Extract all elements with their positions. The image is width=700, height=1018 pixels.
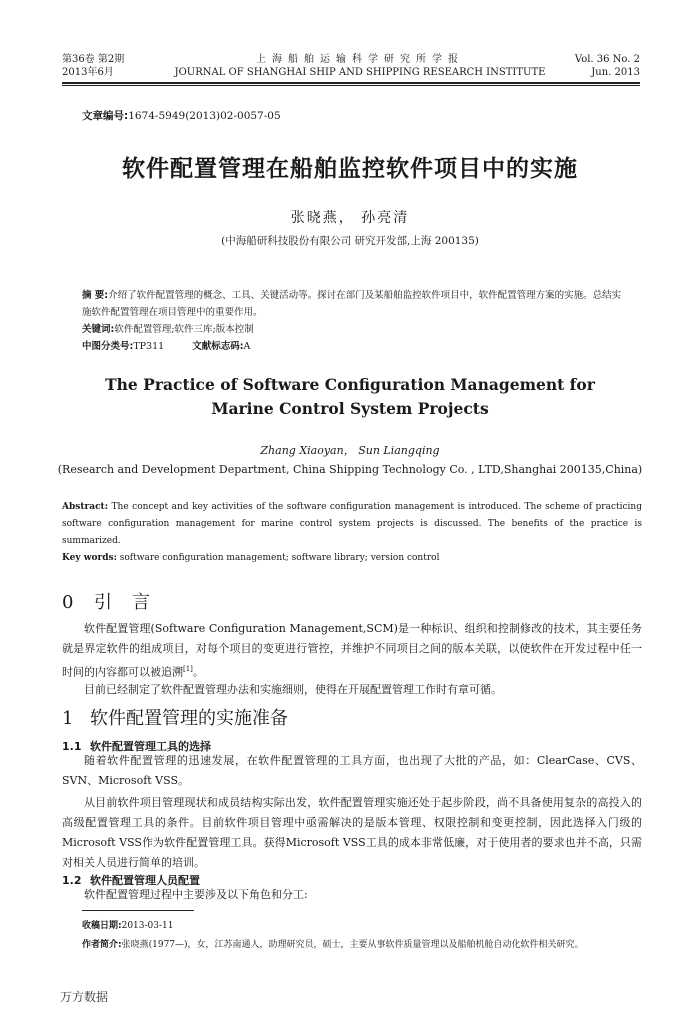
subsection-1-1-number: 1.1 xyxy=(62,740,82,753)
keywords-cn-label: 关键词: xyxy=(82,324,115,335)
bio-label: 作者简介: xyxy=(82,940,122,950)
paragraph-intro-1 xyxy=(62,619,642,683)
paragraph-intro-2: 目前已经制定了软件配置管理办法和实施细则，使得在开展配置管理工作时有章可循。 xyxy=(84,683,502,696)
affiliation-en: (Research and Development Department, China Shipping Technology Co. , LTD,Shanghai 200135,China) xyxy=(57,463,643,476)
article-number xyxy=(82,108,281,123)
keywords-en-label: Key words: xyxy=(62,553,117,563)
wanfang-watermark: 万方数据 xyxy=(60,990,109,1004)
journal-volume-info-en xyxy=(575,53,640,79)
publication-date-en: Jun. 2013 xyxy=(591,67,640,78)
publication-date: 2013年6月 xyxy=(62,67,114,78)
clc-value: TP311 xyxy=(133,341,165,352)
received-value: 2013-03-11 xyxy=(121,921,174,931)
subsection-1-2-title: 软件配置管理人员配置 xyxy=(90,874,200,887)
section-1-heading xyxy=(62,704,288,730)
keywords-cn xyxy=(82,321,622,338)
paper-title-cn: 软件配置管理在船舶监控软件项目中的实施 xyxy=(122,156,578,182)
article-number-value: 1674-5949(2013)02-0057-05 xyxy=(128,110,281,122)
abstract-cn xyxy=(82,287,622,355)
section-0-number: 0 xyxy=(62,592,74,613)
section-0-title: 引言 xyxy=(94,592,170,613)
abstract-cn-label: 摘 要: xyxy=(82,290,109,301)
paper-title-en-line1: The Practice of Software Configuration Management for xyxy=(105,375,595,394)
clc-label: 中图分类号: xyxy=(82,341,134,352)
subsection-1-2-number: 1.2 xyxy=(62,874,82,887)
abstract-en-body xyxy=(62,499,642,550)
paragraph-tools-1: 随着软件配置管理的迅速发展，在软件配置管理的工具方面，也出现了大批的产品，如：ClearCase、CVS、SVN、Microsoft VSS。 xyxy=(62,754,642,787)
footnote-author-bio xyxy=(82,938,642,952)
header-rule-thick xyxy=(62,82,640,84)
article-number-label: 文章编号: xyxy=(82,110,129,122)
citation-ref: [1] xyxy=(183,665,193,673)
authors-en: Zhang Xiaoyan， Sun Liangqing xyxy=(260,444,440,457)
footnote-received xyxy=(82,919,174,933)
doc-code-label: 文献标志码: xyxy=(192,341,244,352)
journal-volume-info xyxy=(62,53,124,79)
paper-title-en xyxy=(0,373,700,421)
keywords-en-text: software configuration management; software library; version control xyxy=(119,553,440,563)
paragraph-roles: 软件配置管理过程中主要涉及以下角色和分工: xyxy=(84,888,308,901)
doc-code-value: A xyxy=(243,341,251,352)
volume-issue-en: Vol. 36 No. 2 xyxy=(574,54,640,65)
abstract-cn-body xyxy=(82,287,622,321)
paper-title-en-line2: Marine Control System Projects xyxy=(211,399,489,418)
section-0-heading xyxy=(62,588,170,614)
paragraph-intro-1-end: 。 xyxy=(192,665,204,679)
header-rule-thin xyxy=(62,85,640,86)
paragraph-intro-1-text: 软件配置管理(Software Configuration Management,SCM)是一种标识、组织和控制修改的技术，其主要任务就是界定软件的组成项目，对每个项目的变更进行管控，并维护不同项目之间的版本关联，以使软件在开发过程中任一时间的内容都可以被追溯 xyxy=(62,622,642,679)
abstract-en-text: The concept and key activities of the software configuration management is introduced. The scheme of practicing software configuration management for marine control system projects is discussed. The benefits of the practice is summarized. xyxy=(62,502,642,546)
subsection-1-1-title: 软件配置管理工具的选择 xyxy=(90,740,211,753)
classification-cn xyxy=(82,338,622,355)
journal-name-cn: 上海船舶运输科学研究所学报 xyxy=(256,54,464,65)
section-1-number: 1 xyxy=(62,708,74,729)
paragraph-tools-2: 从目前软件项目管理现状和成员结构实际出发，软件配置管理实施还处于起步阶段，尚不具备使用复杂的高投入的高级配置管理工具的条件。目前软件项目管理中亟需解决的是版本管理、权限控制和变更控制，因此选择入门级的Microsoft VSS作为软件配置管理工具。获得Microsoft VSS工具的成本非常低廉，对于使用者的要求也并不高，只需对相关人员进行简单的培训。 xyxy=(62,796,642,869)
received-label: 收稿日期: xyxy=(82,921,122,931)
footnote-rule xyxy=(82,910,194,911)
abstract-en-label: Abstract: xyxy=(62,502,109,512)
journal-name-en: JOURNAL OF SHANGHAI SHIP AND SHIPPING RESEARCH INSTITUTE xyxy=(174,67,546,78)
volume-issue: 第36卷 第2期 xyxy=(62,54,125,65)
abstract-en xyxy=(62,499,642,567)
journal-name xyxy=(150,53,570,79)
bio-value: 张晓燕(1977—)，女，江苏南通人，助理研究员，硕士，主要从事软件质量管理以及船舶机舱自动化软件相关研究。 xyxy=(121,940,584,950)
keywords-cn-text: 软件配置管理;软件三库;版本控制 xyxy=(114,324,254,335)
authors-cn: 张晓燕， 孙亮清 xyxy=(290,210,410,226)
abstract-cn-text: 介绍了软件配置管理的概念、工具、关键活动等。探讨在部门及某船舶监控软件项目中，软件配置管理方案的实施。总结实施软件配置管理在项目管理中的重要作用。 xyxy=(82,290,622,318)
keywords-en xyxy=(62,550,642,567)
affiliation-cn: (中海船研科技股份有限公司 研究开发部,上海 200135) xyxy=(221,235,479,247)
section-1-title: 软件配置管理的实施准备 xyxy=(90,708,288,729)
